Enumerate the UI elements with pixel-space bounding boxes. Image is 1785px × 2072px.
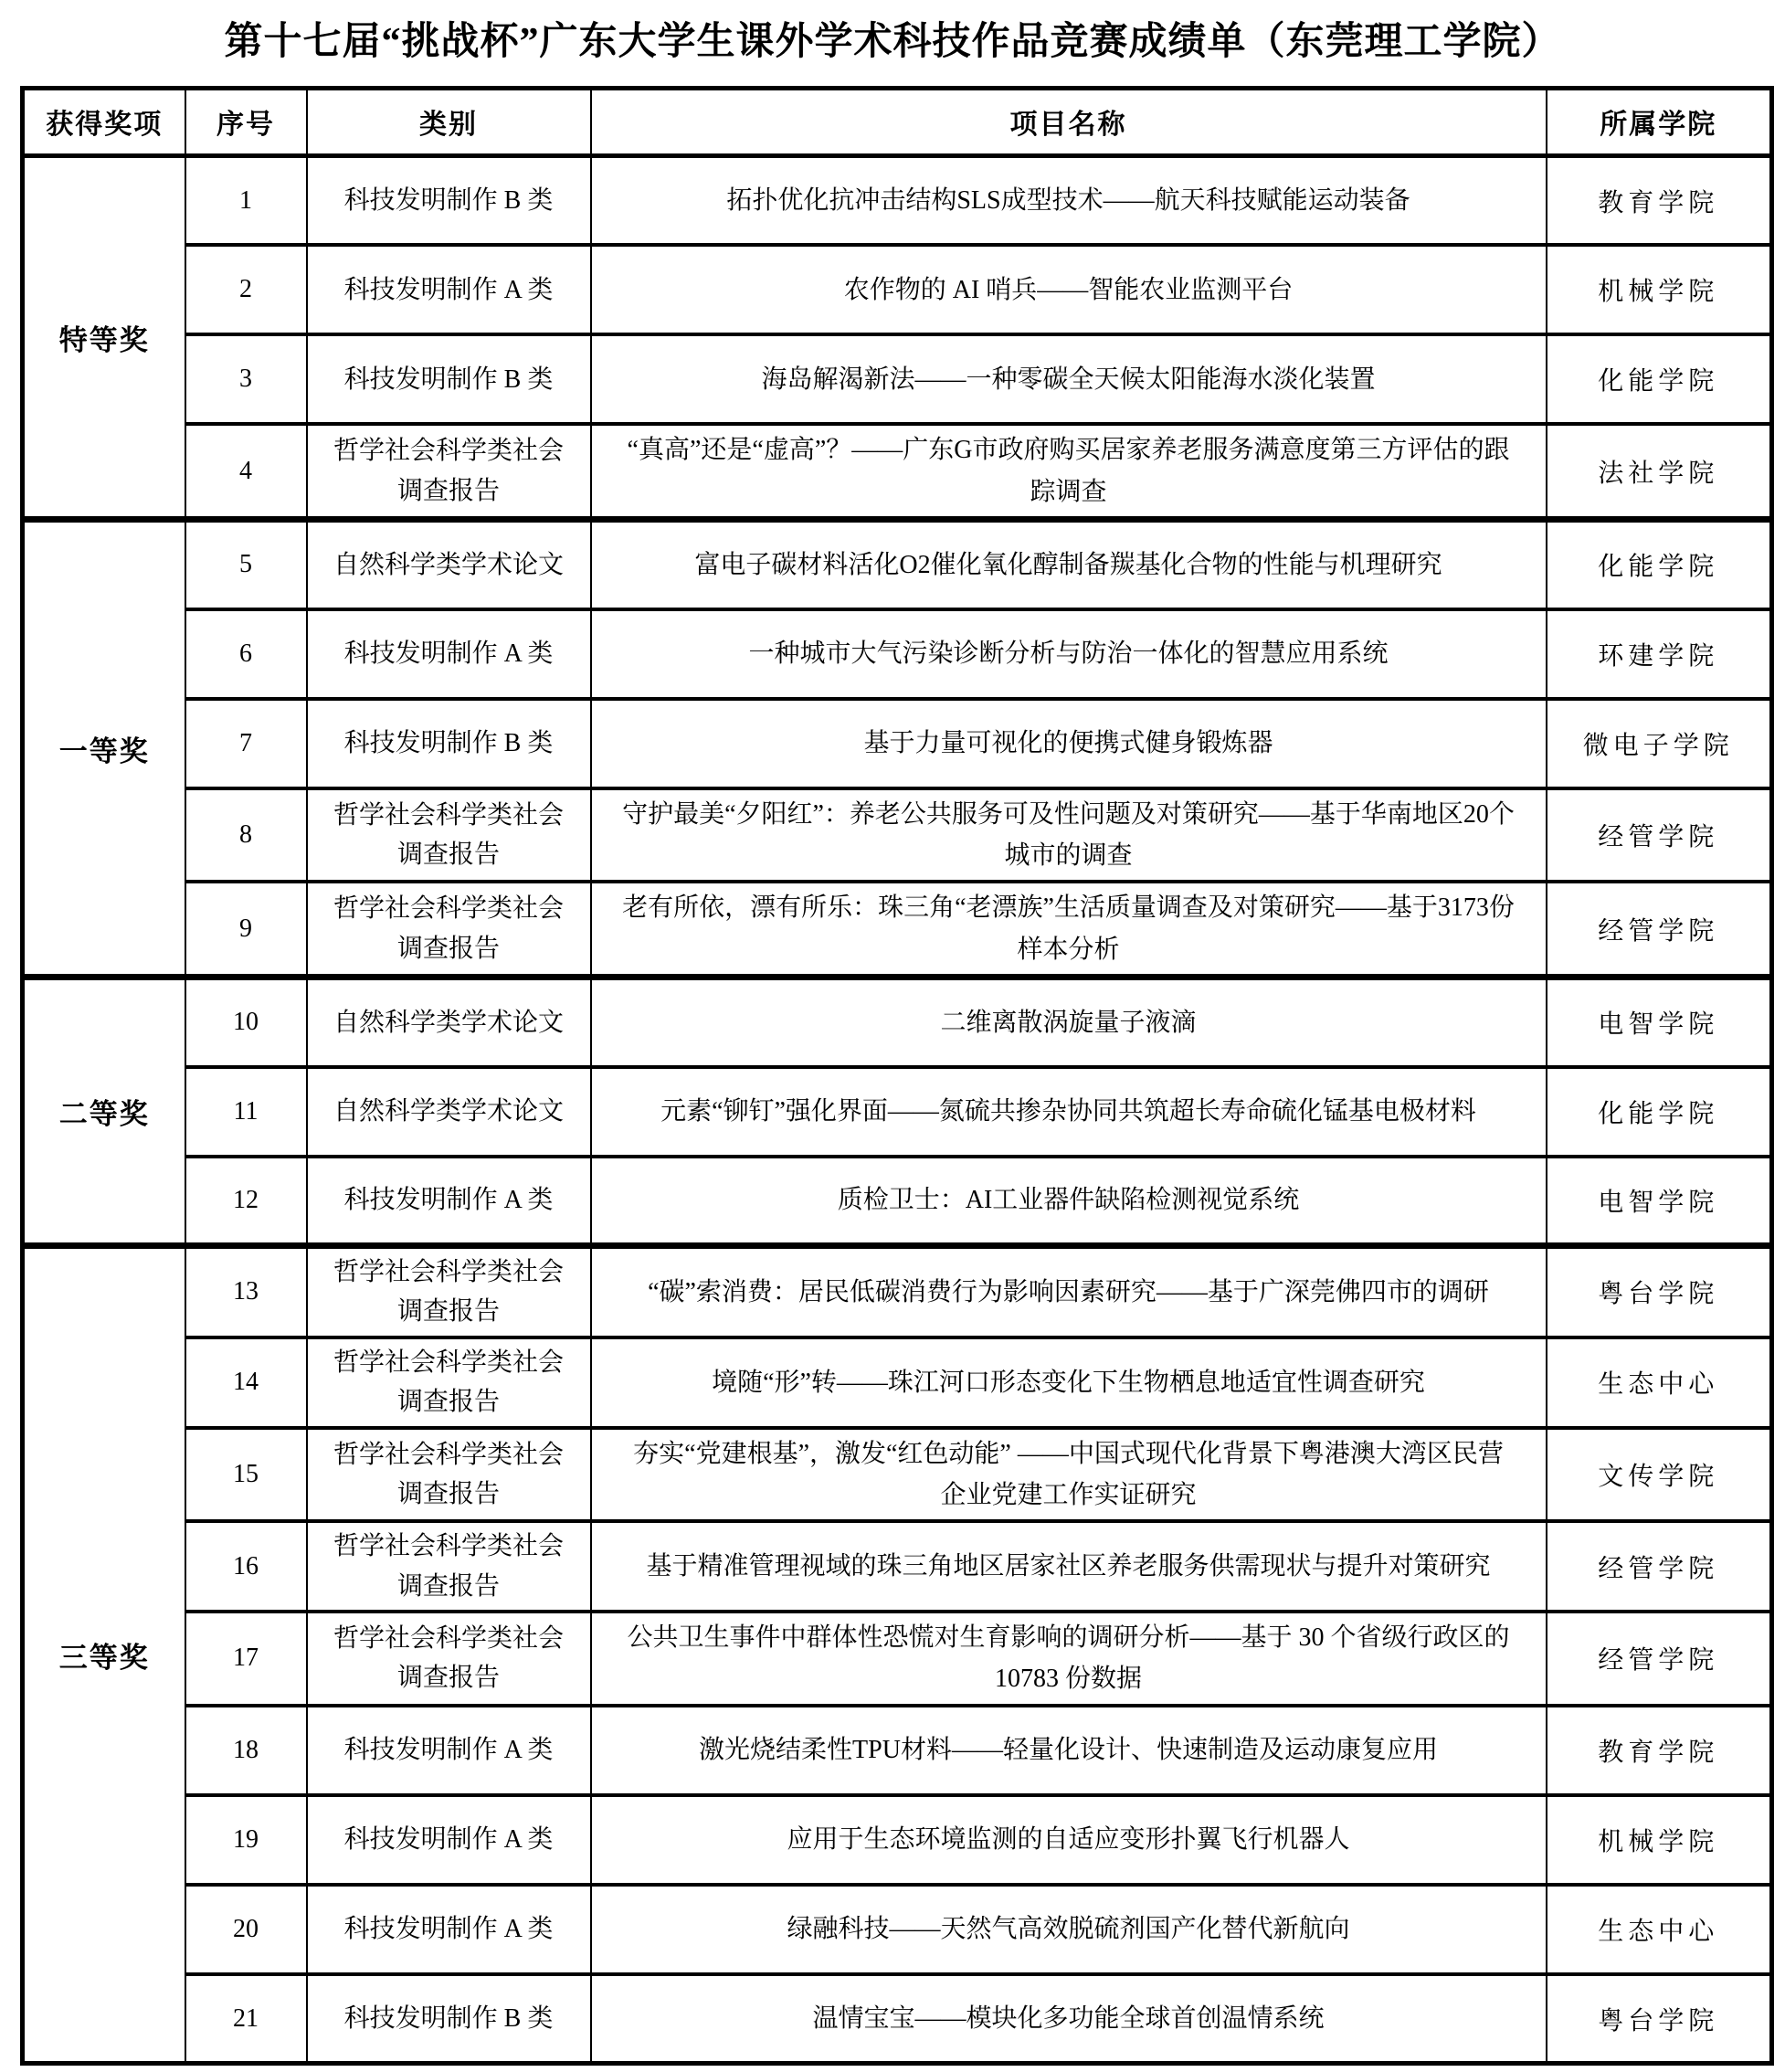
college-cell: 机械学院 bbox=[1547, 1795, 1772, 1885]
table-row bbox=[23, 520, 1772, 609]
college-cell: 化能学院 bbox=[1547, 334, 1772, 424]
row-number: 10 bbox=[185, 978, 307, 1067]
category-cell: 科技发明制作 A 类 bbox=[307, 1795, 591, 1885]
college-cell: 文传学院 bbox=[1547, 1428, 1772, 1522]
project-name-cell: 基于精准管理视域的珠三角地区居家社区养老服务供需现状与提升对策研究 bbox=[591, 1521, 1547, 1612]
category-cell: 哲学社会科学类社会调查报告 bbox=[307, 882, 591, 977]
row-number: 2 bbox=[185, 245, 307, 334]
table-row bbox=[23, 699, 1772, 788]
project-name-cell: 公共卫生事件中群体性恐慌对生育影响的调研分析——基于 30 个省级行政区的 10783 份数据 bbox=[591, 1612, 1547, 1706]
table-row bbox=[23, 1337, 1772, 1428]
row-number: 14 bbox=[185, 1337, 307, 1428]
table-row bbox=[23, 155, 1772, 245]
college-cell: 粤台学院 bbox=[1547, 1246, 1772, 1337]
category-cell: 科技发明制作 A 类 bbox=[307, 1157, 591, 1246]
row-number: 11 bbox=[185, 1067, 307, 1157]
results-table bbox=[20, 86, 1774, 2066]
row-number: 18 bbox=[185, 1706, 307, 1795]
project-name-cell: 基于力量可视化的便携式健身锻炼器 bbox=[591, 699, 1547, 788]
table-row bbox=[23, 978, 1772, 1067]
college-cell: 教育学院 bbox=[1547, 155, 1772, 245]
row-number: 1 bbox=[185, 155, 307, 245]
row-number: 8 bbox=[185, 788, 307, 883]
college-cell: 法社学院 bbox=[1547, 424, 1772, 519]
project-name-cell: 质检卫士：AI工业器件缺陷检测视觉系统 bbox=[591, 1157, 1547, 1246]
row-number: 9 bbox=[185, 882, 307, 977]
table-row bbox=[23, 1521, 1772, 1612]
table-row bbox=[23, 788, 1772, 883]
table-row bbox=[23, 1612, 1772, 1706]
table-row bbox=[23, 1157, 1772, 1246]
project-name-cell: 二维离散涡旋量子液滴 bbox=[591, 978, 1547, 1067]
row-number: 4 bbox=[185, 424, 307, 519]
project-name-cell: 海岛解渴新法——一种零碳全天候太阳能海水淡化装置 bbox=[591, 334, 1547, 424]
category-cell: 科技发明制作 A 类 bbox=[307, 1885, 591, 1974]
col-header-college: 所属学院 bbox=[1547, 88, 1772, 155]
row-number: 7 bbox=[185, 699, 307, 788]
college-cell: 经管学院 bbox=[1547, 882, 1772, 977]
table-row bbox=[23, 245, 1772, 334]
category-cell: 科技发明制作 B 类 bbox=[307, 155, 591, 245]
project-name-cell: 温情宝宝——模块化多功能全球首创温情系统 bbox=[591, 1974, 1547, 2064]
award-cell-first: 一等奖 bbox=[23, 520, 185, 978]
category-cell: 哲学社会科学类社会调查报告 bbox=[307, 1521, 591, 1612]
col-header-award: 获得奖项 bbox=[23, 88, 185, 155]
category-cell: 哲学社会科学类社会调查报告 bbox=[307, 1246, 591, 1337]
table-row bbox=[23, 609, 1772, 699]
college-cell: 经管学院 bbox=[1547, 1612, 1772, 1706]
college-cell: 粤台学院 bbox=[1547, 1974, 1772, 2064]
table-row bbox=[23, 1795, 1772, 1885]
project-name-cell: 应用于生态环境监测的自适应变形扑翼飞行机器人 bbox=[591, 1795, 1547, 1885]
project-name-cell: 守护最美“夕阳红”：养老公共服务可及性问题及对策研究——基于华南地区20个城市的调查 bbox=[591, 788, 1547, 883]
category-cell: 哲学社会科学类社会调查报告 bbox=[307, 1428, 591, 1522]
project-name-cell: 富电子碳材料活化O2催化氧化醇制备羰基化合物的性能与机理研究 bbox=[591, 520, 1547, 609]
row-number: 6 bbox=[185, 609, 307, 699]
award-cell-third: 三等奖 bbox=[23, 1246, 185, 2064]
table-row bbox=[23, 1246, 1772, 1337]
project-name-cell: “真高”还是“虚高”？——广东G市政府购买居家养老服务满意度第三方评估的跟踪调查 bbox=[591, 424, 1547, 519]
table-row bbox=[23, 1885, 1772, 1974]
col-header-category: 类别 bbox=[307, 88, 591, 155]
project-name-cell: 夯实“党建根基”，激发“红色动能” ——中国式现代化背景下粤港澳大湾区民营企业党建工作实证研究 bbox=[591, 1428, 1547, 1522]
col-header-no: 序号 bbox=[185, 88, 307, 155]
college-cell: 化能学院 bbox=[1547, 1067, 1772, 1157]
college-cell: 经管学院 bbox=[1547, 1521, 1772, 1612]
college-cell: 微电子学院 bbox=[1547, 699, 1772, 788]
project-name-cell: 一种城市大气污染诊断分析与防治一体化的智慧应用系统 bbox=[591, 609, 1547, 699]
category-cell: 科技发明制作 A 类 bbox=[307, 245, 591, 334]
award-cell-second: 二等奖 bbox=[23, 978, 185, 1246]
project-name-cell: 境随“形”转——珠江河口形态变化下生物栖息地适宜性调查研究 bbox=[591, 1337, 1547, 1428]
project-name-cell: 元素“铆钉”强化界面——氮硫共掺杂协同共筑超长寿命硫化锰基电极材料 bbox=[591, 1067, 1547, 1157]
table-row bbox=[23, 1428, 1772, 1522]
table-row bbox=[23, 424, 1772, 519]
row-number: 3 bbox=[185, 334, 307, 424]
category-cell: 哲学社会科学类社会调查报告 bbox=[307, 1337, 591, 1428]
row-number: 5 bbox=[185, 520, 307, 609]
category-cell: 科技发明制作 B 类 bbox=[307, 699, 591, 788]
col-header-project: 项目名称 bbox=[591, 88, 1547, 155]
category-cell: 哲学社会科学类社会调查报告 bbox=[307, 424, 591, 519]
award-cell-special: 特等奖 bbox=[23, 155, 185, 519]
category-cell: 自然科学类学术论文 bbox=[307, 978, 591, 1067]
row-number: 21 bbox=[185, 1974, 307, 2064]
table-row bbox=[23, 1706, 1772, 1795]
project-name-cell: 农作物的 AI 哨兵——智能农业监测平台 bbox=[591, 245, 1547, 334]
category-cell: 科技发明制作 B 类 bbox=[307, 334, 591, 424]
category-cell: 科技发明制作 A 类 bbox=[307, 1706, 591, 1795]
row-number: 13 bbox=[185, 1246, 307, 1337]
table-row bbox=[23, 334, 1772, 424]
project-name-cell: 老有所依，漂有所乐：珠三角“老漂族”生活质量调查及对策研究——基于3173份样本分析 bbox=[591, 882, 1547, 977]
college-cell: 生态中心 bbox=[1547, 1337, 1772, 1428]
table-row bbox=[23, 882, 1772, 977]
category-cell: 哲学社会科学类社会调查报告 bbox=[307, 788, 591, 883]
college-cell: 环建学院 bbox=[1547, 609, 1772, 699]
table-row bbox=[23, 1067, 1772, 1157]
college-cell: 电智学院 bbox=[1547, 1157, 1772, 1246]
row-number: 17 bbox=[185, 1612, 307, 1706]
row-number: 16 bbox=[185, 1521, 307, 1612]
college-cell: 教育学院 bbox=[1547, 1706, 1772, 1795]
page-title: 第十七届“挑战杯”广东大学生课外学术科技作品竞赛成绩单（东莞理工学院） bbox=[224, 21, 1561, 63]
row-number: 12 bbox=[185, 1157, 307, 1246]
row-number: 15 bbox=[185, 1428, 307, 1522]
college-cell: 生态中心 bbox=[1547, 1885, 1772, 1974]
category-cell: 哲学社会科学类社会调查报告 bbox=[307, 1612, 591, 1706]
header-row bbox=[23, 88, 1772, 155]
category-cell: 自然科学类学术论文 bbox=[307, 520, 591, 609]
project-name-cell: 绿融科技——天然气高效脱硫剂国产化替代新航向 bbox=[591, 1885, 1547, 1974]
row-number: 19 bbox=[185, 1795, 307, 1885]
college-cell: 经管学院 bbox=[1547, 788, 1772, 883]
category-cell: 自然科学类学术论文 bbox=[307, 1067, 591, 1157]
project-name-cell: 激光烧结柔性TPU材料——轻量化设计、快速制造及运动康复应用 bbox=[591, 1706, 1547, 1795]
row-number: 20 bbox=[185, 1885, 307, 1974]
project-name-cell: “碳”索消费：居民低碳消费行为影响因素研究——基于广深莞佛四市的调研 bbox=[591, 1246, 1547, 1337]
category-cell: 科技发明制作 B 类 bbox=[307, 1974, 591, 2064]
college-cell: 电智学院 bbox=[1547, 978, 1772, 1067]
category-cell: 科技发明制作 A 类 bbox=[307, 609, 591, 699]
college-cell: 机械学院 bbox=[1547, 245, 1772, 334]
table-row bbox=[23, 1974, 1772, 2064]
project-name-cell: 拓扑优化抗冲击结构SLS成型技术——航天科技赋能运动装备 bbox=[591, 155, 1547, 245]
college-cell: 化能学院 bbox=[1547, 520, 1772, 609]
